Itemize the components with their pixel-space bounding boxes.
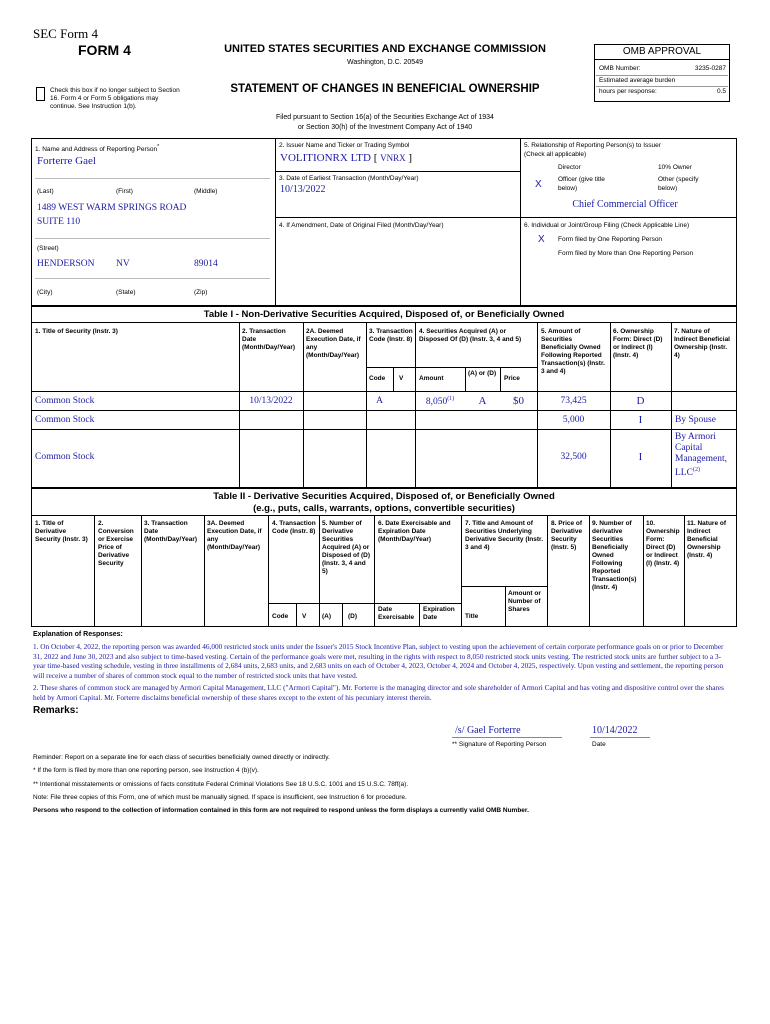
t1-header-code: 3. Transaction Code (Instr. 8) bbox=[369, 328, 413, 343]
t1-header-form: 6. Ownership Form: Direct (D) or Indirect (I) (Instr. 4) bbox=[613, 328, 663, 359]
footnote-1: 1. On October 4, 2022, the reporting person was awarded 46,000 restricted stock units under the Issuer's 2015 Stock Incentive Plan, subject to vesting upon the achievement of certain corporate performance goals on or prior to December 31, 2022 and June 30, 2023 and also subject to time-based vesting. Certain of the performance goals were met, resulting in the rights with respect to 8,050 restricted stock units vesting. The restricted stock units are further subject to a 3-year time-based vesting schedule, vesting in three installments of 2,684 units, 2,683 units, and 2,683 units on each of October 4, 2023, October 4, 2024 and October 4, 2025, respectively. Upon vesting and settlement, the reporting person will receive a number of shares of common stock equal to the number of restricted stock units that have vested. bbox=[33, 642, 724, 680]
omb-number-label: OMB Number: bbox=[599, 65, 641, 72]
t1-header-title: 1. Title of Security (Instr. 3) bbox=[35, 328, 118, 335]
t1-subheader-price: Price bbox=[504, 375, 520, 382]
t1-subheader-amount: Amount bbox=[419, 375, 444, 382]
t2-subheader-d: (D) bbox=[348, 613, 358, 620]
middle-label: (Middle) bbox=[194, 188, 218, 195]
t2-header-number: 5. Number of Derivative Securities Acquired (A) or Disposed of (D) (Instr. 3, 4 and 5) bbox=[322, 520, 371, 575]
last-label: (Last) bbox=[37, 188, 54, 195]
t2-header-exercisable: 6. Date Exercisable and Expiration Date (Month/Day/Year) bbox=[378, 520, 451, 543]
ten-percent-owner-label: 10% Owner bbox=[658, 164, 692, 171]
checkbox-instructions: Check this box if no longer subject to Section 16. Form 4 or Form 5 obligations may continue. See Instruction 1(b). bbox=[50, 87, 180, 110]
remarks-heading: Remarks: bbox=[33, 705, 79, 716]
t1-row1-owned: 73,425 bbox=[560, 396, 587, 406]
t1-row1-form: D bbox=[636, 395, 645, 407]
t2-header-date: 3. Transaction Date (Month/Day/Year) bbox=[144, 520, 198, 543]
state-value: NV bbox=[116, 259, 130, 269]
t2-header-code: 4. Transaction Code (Instr. 8) bbox=[272, 520, 316, 535]
t1-row3-form: I bbox=[638, 451, 643, 463]
t1-row2-owned: 5,000 bbox=[562, 415, 585, 425]
state-label: (State) bbox=[116, 289, 136, 296]
other-label-1: Other (specify bbox=[658, 176, 699, 183]
earliest-transaction-date: 10/13/2022 bbox=[280, 184, 326, 195]
street-line2: SUITE 110 bbox=[37, 217, 81, 227]
t2-subheader-a: (A) bbox=[322, 613, 332, 620]
t2-subheader-amount: Amount or Number of Shares bbox=[508, 590, 541, 613]
t1-subheader-code: Code bbox=[369, 375, 386, 382]
street-line1: 1489 WEST WARM SPRINGS ROAD bbox=[37, 203, 187, 213]
statement-title: STATEMENT OF CHANGES IN BENEFICIAL OWNERSHIP bbox=[230, 83, 540, 95]
signature-value: /s/ Gael Forterre bbox=[455, 725, 521, 736]
street-label: (Street) bbox=[37, 245, 59, 252]
signature-label: ** Signature of Reporting Person bbox=[452, 741, 547, 748]
t2-header-deemed: 3A. Deemed Execution Date, if any (Month/Day/Year) bbox=[207, 520, 262, 551]
t2-subheader-title: Title bbox=[465, 613, 479, 620]
city-value: HENDERSON bbox=[37, 259, 95, 269]
t1-header-deemed: 2A. Deemed Execution Date, if any (Month/Day/Year) bbox=[306, 328, 361, 359]
box4-label: 4. If Amendment, Date of Original Filed (Month/Day/Year) bbox=[279, 222, 444, 229]
reporting-person-name: Forterre Gael bbox=[37, 155, 96, 167]
footnote-2: 2. These shares of common stock are managed by Armori Capital Management, LLC ("Armori Capital"). Mr. Forterre is the managing director and sole shareholder of Armori Capital and has voting and dispositive control over the shares held by Armori Capital. Mr. Forterre disclaims beneficial ownership of these shares except to the extent of his pecuniary interest therein. bbox=[33, 683, 724, 702]
form-title: FORM 4 bbox=[78, 42, 131, 58]
t1-row1-title: Common Stock bbox=[35, 396, 95, 406]
t2-header-owned: 9. Number of derivative Securities Beneficially Owned Following Reported Transaction(s) (Instr. 4) bbox=[592, 520, 637, 591]
footer-reminder: Reminder: Report on a separate line for each class of securities beneficially owned directly or indirectly. bbox=[33, 754, 330, 761]
more-persons-label: Form filed by More than One Reporting Person bbox=[558, 250, 694, 257]
omb-number-value: 3235-0287 bbox=[694, 65, 726, 72]
explanation-heading: Explanation of Responses: bbox=[33, 631, 123, 638]
footer-omb-notice: Persons who respond to the collection of information contained in this form are not required to respond unless the form displays a currently valid OMB Number. bbox=[33, 807, 529, 814]
t1-row1-code: A bbox=[376, 396, 383, 406]
t2-header-form: 10. Ownership Form: Direct (D) or Indirect (I) (Instr. 4) bbox=[646, 520, 680, 567]
t1-row3-owned: 32,500 bbox=[560, 452, 587, 462]
t2-subheader-exp: Expiration Date bbox=[423, 606, 455, 621]
t1-row2-nature: By Spouse bbox=[675, 415, 716, 425]
table2-title-1: Table II - Derivative Securities Acquired, Disposed of, or Beneficially Owned bbox=[213, 491, 555, 502]
t2-subheader-v: V bbox=[302, 613, 307, 620]
officer-title: Chief Commercial Officer bbox=[572, 199, 678, 210]
t1-row1-price: $0 bbox=[513, 395, 524, 407]
officer-label-2: below) bbox=[558, 185, 578, 192]
t1-header-owned: 5. Amount of Securities Beneficially Owned Following Reported Transaction(s) (Instr. 3 and 4) bbox=[541, 328, 605, 375]
t1-header-nature: 7. Nature of Indirect Beneficial Ownership (Instr. 4) bbox=[674, 328, 730, 359]
footer-misstatements: ** Intentional misstatements or omissions of facts constitute Federal Criminal Violations See 18 U.S.C. 1001 and 15 U.S.C. 78ff(a). bbox=[33, 781, 409, 788]
other-label-2: below) bbox=[658, 185, 678, 192]
agency-name: UNITED STATES SECURITIES AND EXCHANGE COMMISSION bbox=[224, 43, 546, 55]
box6-label: 6. Individual or Joint/Group Filing (Check Applicable Line) bbox=[524, 222, 690, 229]
t1-row1-amount: 8,050$^{(1)}$ bbox=[425, 396, 455, 408]
box3-label: 3. Date of Earliest Transaction (Month/Day/Year) bbox=[279, 175, 419, 182]
t1-header-acquired: 4. Securities Acquired (A) or Disposed Of (D) (Instr. 3, 4 and 5) bbox=[419, 328, 522, 343]
agency-location: Washington, D.C. 20549 bbox=[346, 59, 423, 66]
officer-label-1: Officer (give title bbox=[558, 176, 605, 183]
box1-label: 1. Name and Address of Reporting Person* bbox=[35, 144, 160, 154]
t2-header-price: 8. Price of Derivative Security (Instr. 5) bbox=[551, 520, 583, 551]
burden-label: Estimated average burden bbox=[599, 77, 676, 84]
no-longer-subject-checkbox[interactable] bbox=[36, 87, 45, 101]
table1-title: Table I - Non-Derivative Securities Acquired, Disposed of, or Beneficially Owned bbox=[203, 309, 565, 320]
t2-subheader-code: Code bbox=[272, 613, 289, 620]
hours-label: hours per response: bbox=[599, 88, 657, 95]
box5-label-2: (Check all applicable) bbox=[524, 151, 587, 158]
t1-subheader-v: V bbox=[399, 375, 404, 382]
t2-header-conversion: 2. Conversion or Exercise Price of Derivative Security bbox=[98, 520, 134, 567]
t1-row3-nature: By Armori Capital Management, LLC$^{(2)}$ bbox=[675, 432, 727, 479]
date-label: Date bbox=[592, 741, 606, 748]
filed-pursuant-line2: or Section 30(h) of the Investment Company Act of 1940 bbox=[297, 124, 473, 131]
t1-header-date: 2. Transaction Date (Month/Day/Year) bbox=[242, 328, 296, 351]
one-person-label: Form filed by One Reporting Person bbox=[558, 236, 663, 243]
zip-value: 89014 bbox=[194, 259, 218, 269]
t2-subheader-date-ex: Date Exercisable bbox=[378, 606, 415, 621]
t1-row2-title: Common Stock bbox=[35, 415, 95, 425]
footer-copies-note: Note: File three copies of this Form, one of which must be manually signed. If space is insufficient, see Instruction 6 for procedure. bbox=[33, 794, 407, 801]
t2-header-underlying: 7. Title and Amount of Securities Underlying Derivative Security (Instr. 3 and 4) bbox=[465, 520, 544, 551]
table2-title-2: (e.g., puts, calls, warrants, options, convertible securities) bbox=[253, 503, 515, 514]
t1-row3-title: Common Stock bbox=[35, 452, 95, 462]
box2-label: 2. Issuer Name and Ticker or Trading Symbol bbox=[279, 142, 410, 149]
box5-label-1: 5. Relationship of Reporting Person(s) to Issuer bbox=[524, 142, 661, 149]
zip-label: (Zip) bbox=[194, 289, 208, 296]
t2-header-nature: 11. Nature of Indirect Beneficial Ownership (Instr. 4) bbox=[687, 520, 727, 559]
city-label: (City) bbox=[37, 289, 53, 296]
director-label: Director bbox=[558, 164, 581, 171]
hours-value: 0.5 bbox=[716, 88, 726, 95]
issuer-name: VOLITIONRX LTD [ VNRX ] bbox=[280, 152, 413, 164]
sec-form-label: SEC Form 4 bbox=[33, 26, 99, 41]
t2-header-title: 1. Title of Derivative Security (Instr. 3) bbox=[35, 520, 88, 543]
t1-subheader-aord: (A) or (D) bbox=[468, 370, 497, 377]
footer-multiple-persons: * If the form is filed by more than one reporting person, see Instruction 4 (b)(v). bbox=[33, 767, 259, 774]
filed-pursuant-line1: Filed pursuant to Section 16(a) of the Securities Exchange Act of 1934 bbox=[276, 114, 494, 121]
omb-title: OMB APPROVAL bbox=[595, 45, 729, 60]
signature-date: 10/14/2022 bbox=[592, 725, 638, 736]
t1-row1-aord: A bbox=[478, 395, 487, 407]
one-person-mark[interactable]: X bbox=[538, 234, 545, 245]
officer-mark[interactable]: X bbox=[535, 179, 542, 190]
first-label: (First) bbox=[116, 188, 133, 195]
t1-row2-form: I bbox=[638, 414, 643, 426]
t1-row1-date: 10/13/2022 bbox=[249, 396, 293, 406]
